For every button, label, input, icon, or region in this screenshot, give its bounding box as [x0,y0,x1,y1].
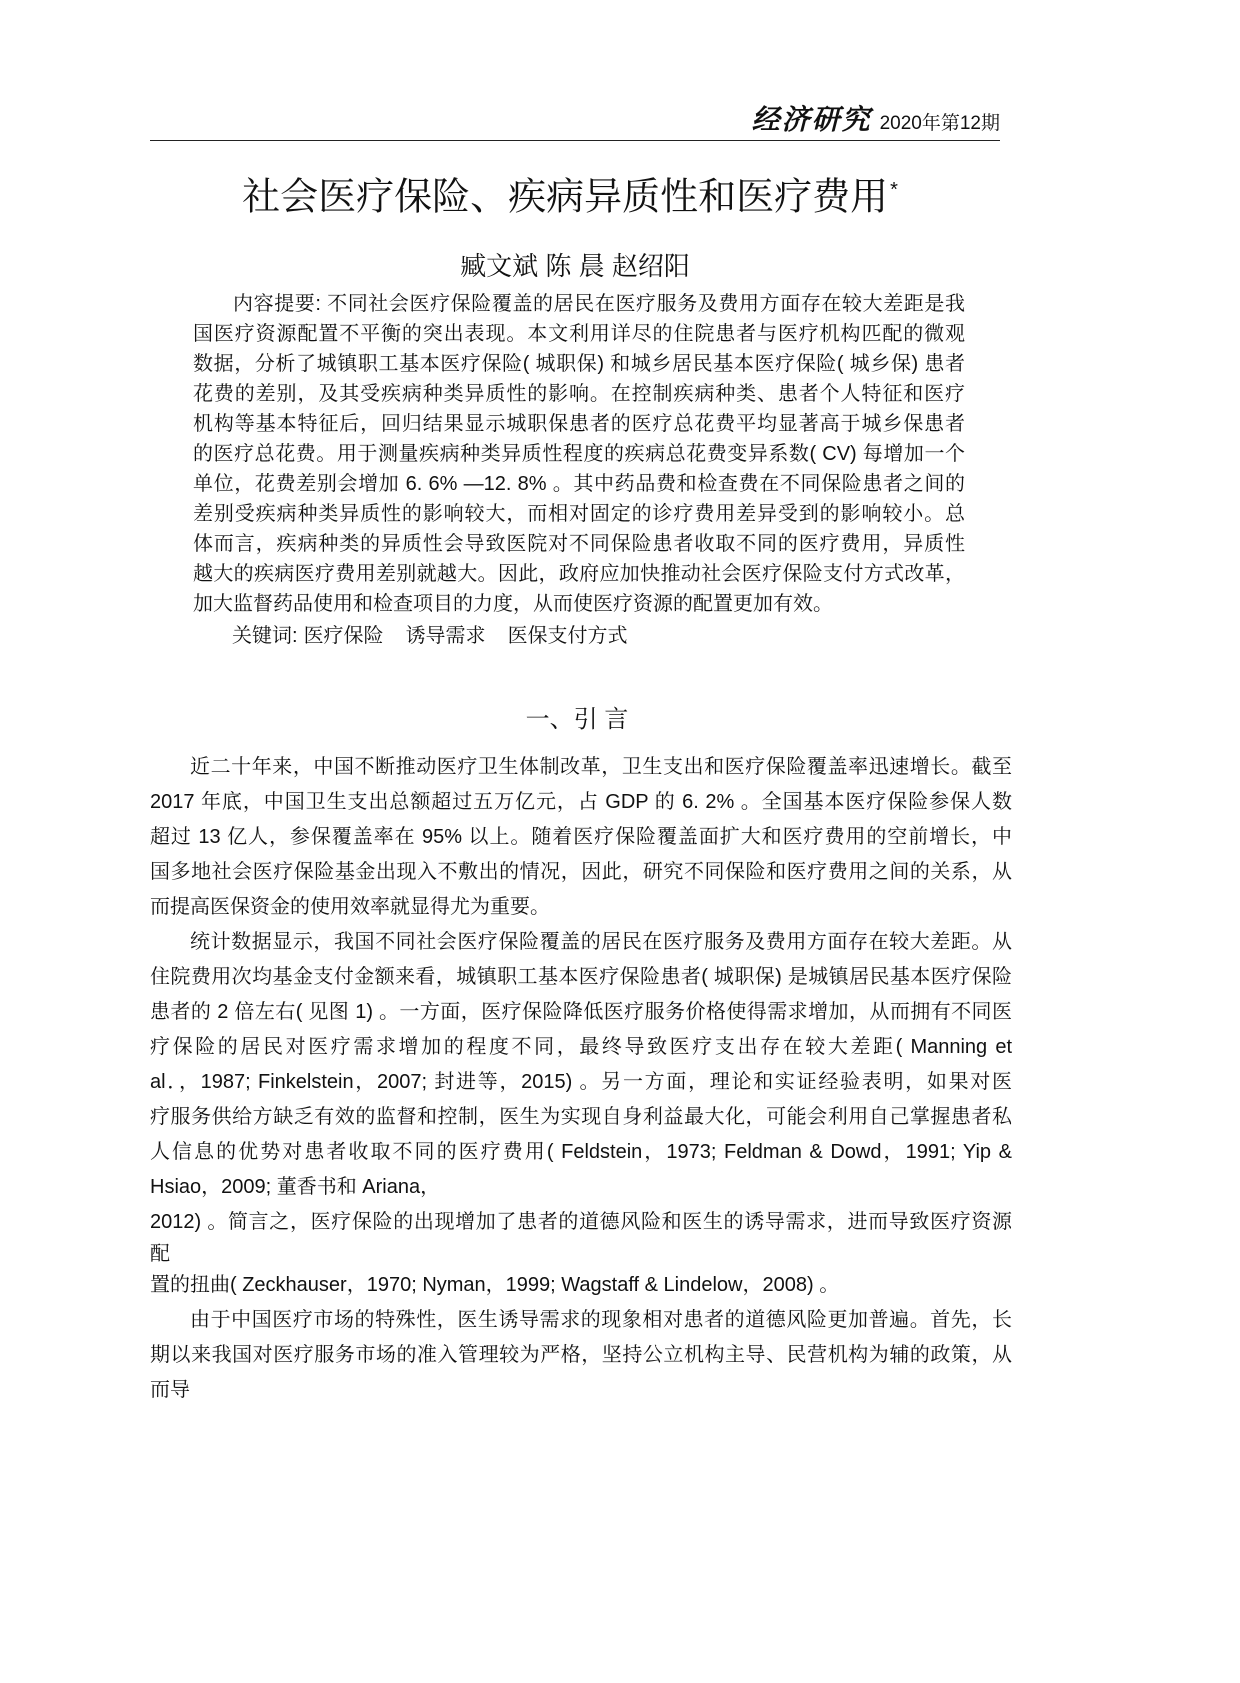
keyword-item: 诱导需求 [405,625,486,647]
abstract-line: 体而言，疾病种类的异质性会导致医院对不同保险患者收取不同的医疗费用，异质性 [193,533,965,555]
text-line: 期以来我国对医疗服务市场的准入管理较为严格，坚持公立机构主导、民营机构为辅的政策，从 [150,1344,1012,1366]
abstract-line: 差别受疾病种类异质性的影响较大，而相对固定的诊疗费用差异受到的影响较小。总 [193,503,965,525]
header-rule [150,140,1000,141]
text-line: 疗保险的居民对医疗需求增加的程度不同，最终导致医疗支出存在较大差距( Manning et [150,1036,1012,1058]
paragraph [150,1303,1012,1408]
text-line: 统计数据显示，我国不同社会医疗保险覆盖的居民在医疗服务及费用方面存在较大差距。从 [190,931,1012,953]
text-line: 置的扭曲( Zeckhauser，1970; Nyman，1999; Wagstaff & Lindelow，2008) 。 [150,1274,840,1296]
text-line: 而导 [150,1379,190,1401]
running-header [150,100,1000,140]
paper-title [150,166,990,222]
text-line: 由于中国医疗市场的特殊性，医生诱导需求的现象相对患者的道德风险更加普遍。首先，长 [190,1309,1012,1331]
issue-label: 2020年第12期 [879,113,1000,134]
body-text [150,750,1012,1408]
text-line: 患者的 2 倍左右( 见图 1) 。一方面，医疗保险降低医疗服务价格使得需求增加，从而拥有不同医 [150,1001,1012,1023]
abstract-line: 国医疗资源配置不平衡的突出表现。本文利用详尽的住院患者与医疗机构匹配的微观 [193,323,965,345]
section-heading: 一、引 言 [525,706,629,733]
text-line: 配 [150,1243,170,1265]
keywords-label: 关键词: [232,625,298,647]
text-line: 近二十年来，中国不断推动医疗卫生体制改革，卫生支出和医疗保险覆盖率迅速增长。截至 [190,756,1012,778]
keyword-item: 医疗保险 [303,625,384,647]
abstract-line: 机构等基本特征后，回归结果显示城职保患者的医疗总花费平均显著高于城乡保患者 [193,413,965,435]
text-line: 国多地社会医疗保险基金出现入不敷出的情况，因此，研究不同保险和医疗费用之间的关系，从 [150,861,1012,883]
journal-logo: 经济研究 [751,103,872,136]
abstract-line: 越大的疾病医疗费用差别就越大。因此，政府应加快推动社会医疗保险支付方式改革， [193,563,965,585]
text-line: 住院费用次均基金支付金额来看，城镇职工基本医疗保险患者( 城职保) 是城镇居民基本医疗保险 [150,966,1012,988]
abstract-line: 的医疗总花费。用于测量疾病种类异质性程度的疾病总花费变异系数( CV) 每增加一个 [193,443,965,465]
abstract-line: 花费的差别，及其受疾病种类异质性的影响。在控制疾病种类、患者个人特征和医疗 [193,383,965,405]
text-line: 疗服务供给方缺乏有效的监督和控制，医生为实现自身利益最大化，可能会利用自己掌握患者私 [150,1106,1012,1128]
title-text: 社会医疗保险、疾病异质性和医疗费用 [242,176,889,219]
text-line: 2012) 。简言之，医疗保险的出现增加了患者的道德风险和医生的诱导需求，进而导致医疗资源 [150,1211,1012,1233]
abstract-line: 数据，分析了城镇职工基本医疗保险( 城职保) 和城乡居民基本医疗保险( 城乡保) 患者 [193,353,965,375]
text-line: 人信息的优势对患者收取不同的医疗费用( Feldstein，1973; Feldman & Dowd，1991; Yip & [150,1141,1012,1163]
text-line: Hsiao，2009; 董香书和 Ariana， [150,1176,441,1198]
abstract-line: 加大监督药品使用和检查项目的力度，从而使医疗资源的配置更加有效。 [193,593,833,615]
text-line: al．，1987; Finkelstein，2007; 封进等，2015) 。另一方面，理论和实证经验表明，如果对医 [150,1071,1012,1093]
title-footnote-mark: * [890,179,898,201]
text-line: 超过 13 亿人，参保覆盖率在 95% 以上。随着医疗保险覆盖面扩大和医疗费用的空前增长，中 [150,826,1012,848]
abstract-line: 单位，花费差别会增加 6. 6% —12. 8% 。其中药品费和检查费在不同保险患者之间的 [193,473,965,495]
keywords [232,621,628,651]
abstract [193,289,965,619]
authors: 臧文斌 陈 晨 赵绍阳 [460,251,690,281]
paragraph [150,750,1012,925]
keyword-item: 医保支付方式 [507,625,628,647]
text-line: 而提高医保资金的使用效率就显得尤为重要。 [150,896,550,918]
text-line: 2017 年底，中国卫生支出总额超过五万亿元，占 GDP 的 6. 2% 。全国基本医疗保险参保人数 [150,791,1012,813]
abstract-line: 内容提要: 不同社会医疗保险覆盖的居民在医疗服务及费用方面存在较大差距是我 [233,293,965,315]
paragraph [150,925,1012,1303]
